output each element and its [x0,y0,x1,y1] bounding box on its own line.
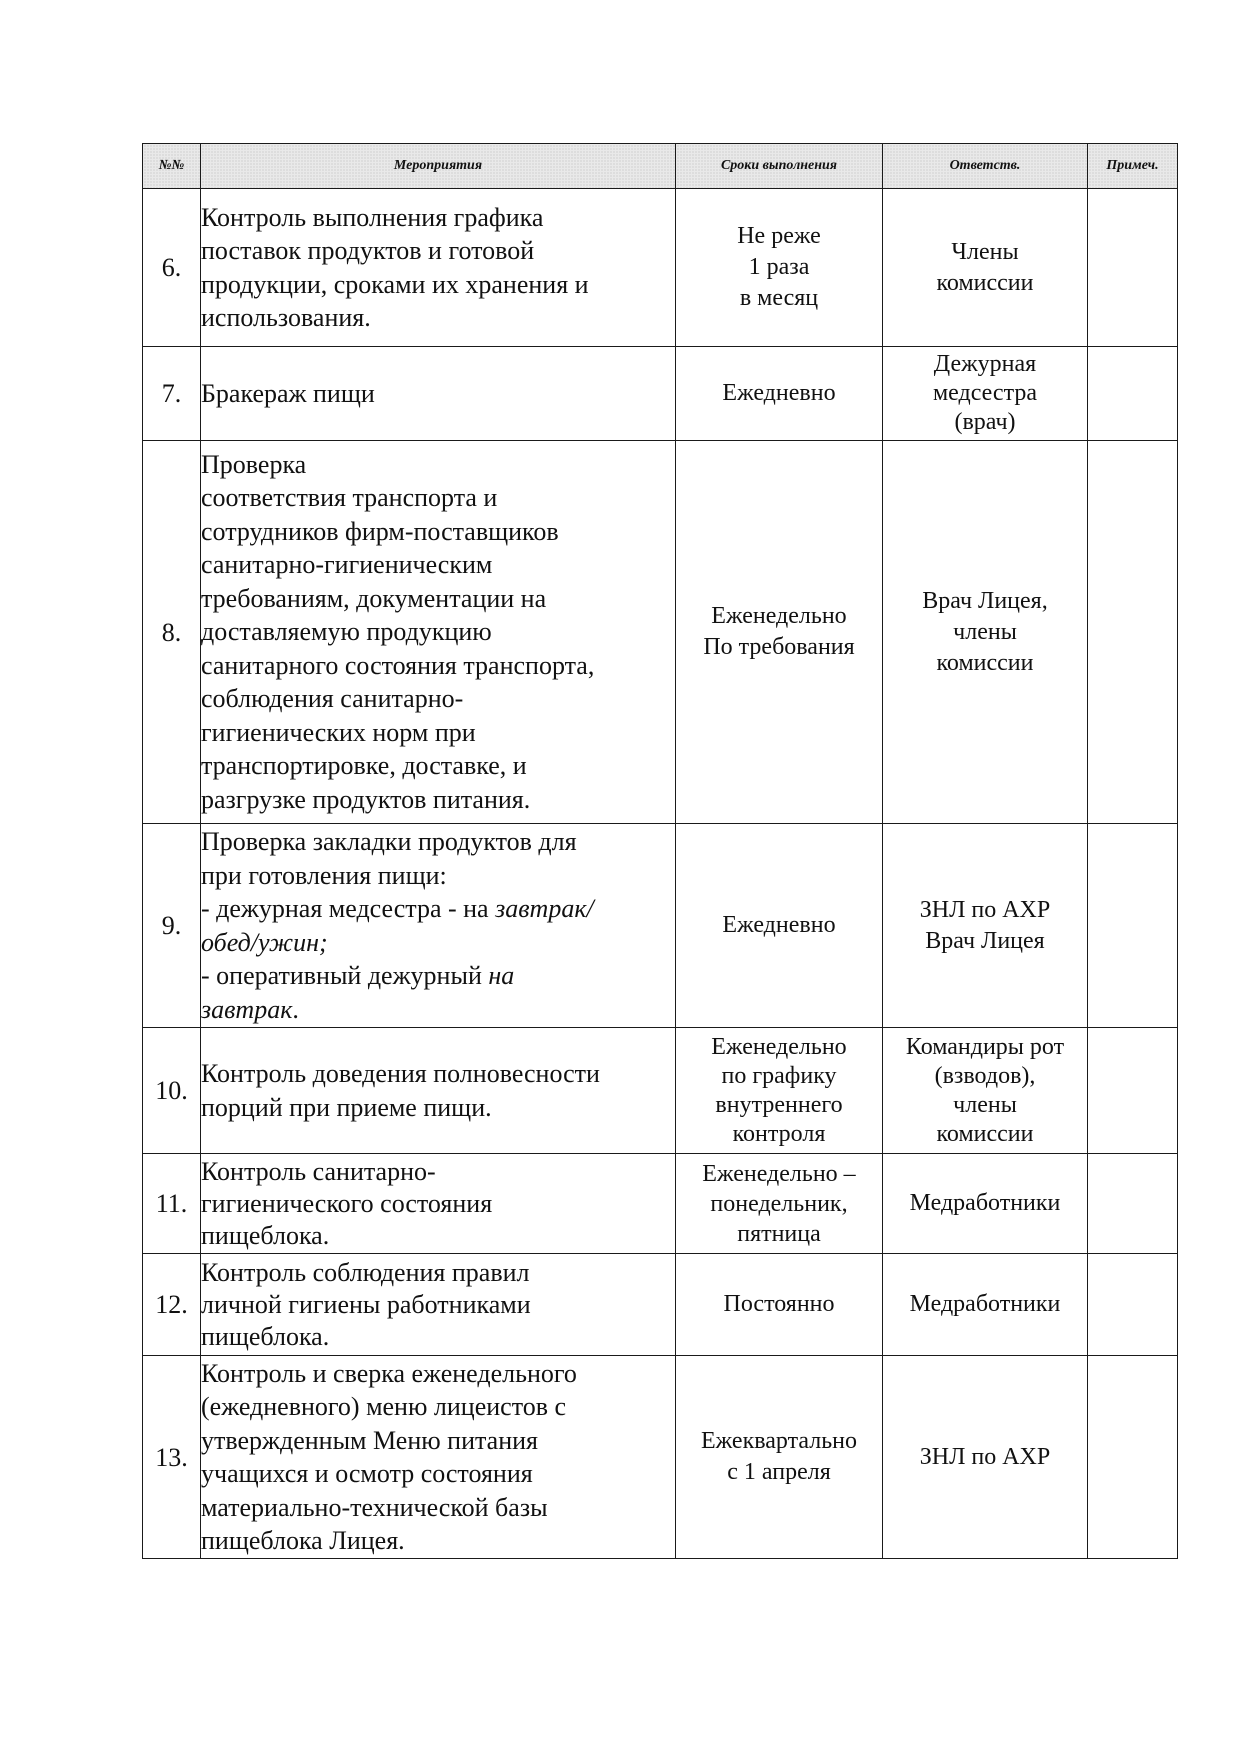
table-row [143,824,1178,1028]
activity-line: использования. [201,303,371,332]
row-term [676,441,883,824]
activity-line: продукции, сроками их хранения и [201,269,589,299]
meal-text: завтрак/ [495,894,594,923]
activities-table [142,143,1178,1559]
term-line: внутреннего [715,1091,843,1118]
row-note [1088,189,1178,347]
row-activity [201,347,676,441]
row-note [1088,441,1178,824]
row-note [1088,1254,1178,1356]
activity-line: санитарно-гигиеническим [201,550,493,580]
row-activity [201,189,676,347]
responsible-line: члены [953,618,1017,645]
row-number: 12. [143,1254,201,1356]
row-number: 6. [143,189,201,347]
row-responsible [883,1028,1088,1154]
activity-line: личной гигиены работниками [201,1289,531,1319]
term-line: Не реже [737,223,821,249]
responsible-line: Медработники [909,1190,1061,1216]
row-number: 8. [143,441,201,824]
responsible-line: комиссии [936,1120,1034,1147]
term-line: с 1 апреля [727,1459,831,1485]
activity-line: санитарного состояния транспорта, [201,650,595,680]
responsible-line: члены [953,1091,1017,1118]
activity-line [201,959,675,993]
activity-line: соответствия транспорта и [201,483,498,513]
activity-line: транспортировке, доставке, и [201,751,527,781]
activity-line: пищеблока. [201,1321,330,1351]
activity-line: Контроль санитарно- [201,1156,436,1186]
row-responsible [883,189,1088,347]
meal-text: завтрак [201,994,293,1024]
row-responsible [883,1356,1088,1559]
activity-line: Проверка закладки продуктов для [201,827,577,856]
row-responsible [883,824,1088,1028]
meal-text: обед/ужин; [201,927,328,957]
row-term [676,1154,883,1254]
table-row [143,1154,1178,1254]
row-term [676,189,883,347]
activity-text: - дежурная медсестра - на [201,894,496,923]
meal-text: на [488,961,515,990]
term-line: Постоянно [723,1291,835,1317]
responsible-line: Медработники [909,1291,1061,1317]
responsible-line: Врач Лицея [925,927,1045,954]
header-term: Сроки выполнения [676,144,883,189]
activity-line: утвержденным Меню питания [201,1425,538,1455]
term-line: Еженедельно – [702,1160,856,1187]
row-note [1088,1356,1178,1559]
activity-line [201,892,675,926]
term-line: Ежеквартально [701,1428,857,1454]
activity-line: поставок продуктов и готовой [201,236,535,265]
table-row [143,347,1178,441]
row-number: 11. [143,1154,201,1254]
term-line: Ежедневно [722,380,836,406]
row-activity [201,1028,676,1154]
activity-line: соблюдения санитарно- [201,684,464,714]
activity-line: доставляемую продукцию [201,617,492,647]
term-line: Еженедельно [711,1033,847,1060]
table-row [143,189,1178,347]
activity-line: Контроль и сверка еженедельного [201,1358,577,1388]
responsible-line: ЗНЛ по АХР [919,1443,1051,1470]
term-line: в месяц [739,285,819,311]
row-term [676,1028,883,1154]
activity-line: Контроль доведения полновесности [201,1059,600,1088]
activity-line: учащихся и осмотр состояния [201,1459,533,1488]
responsible-line: (врач) [954,409,1016,435]
responsible-line: Члены [951,238,1019,265]
row-number: 9. [143,824,201,1028]
row-note [1088,1154,1178,1254]
activity-line: гигиенического состояния [201,1188,493,1218]
activity-line: требованиям, документации на [201,583,547,613]
activity-line: Контроль соблюдения правил [201,1257,530,1287]
activity-line: сотрудников фирм-поставщиков [201,516,559,546]
term-line: по графику [721,1062,837,1089]
activity-text: - оперативный дежурный [201,961,489,990]
row-responsible [883,1254,1088,1356]
row-responsible [883,1154,1088,1254]
activity-line: Контроль выполнения графика [201,202,544,232]
row-note [1088,1028,1178,1154]
table-row [143,1028,1178,1154]
activity-line: материально-технической базы [201,1492,548,1522]
activity-text: . [292,994,299,1024]
table-header-row [143,144,1178,189]
activity-line: Проверка [201,449,307,479]
term-line: 1 раза [748,254,810,280]
row-note [1088,347,1178,441]
activity-line: порций при приеме пищи. [201,1092,492,1122]
term-line: Еженедельно [711,603,847,629]
row-activity [201,441,676,824]
table-row [143,1356,1178,1559]
activity-line: пищеблока Лицея. [201,1526,405,1555]
row-term [676,1356,883,1559]
activity-line: пищеблока. [201,1220,330,1250]
activity-line: Бракераж пищи [201,378,375,408]
row-responsible [883,347,1088,441]
term-line: понедельник, [710,1190,848,1217]
row-number: 13. [143,1356,201,1559]
table-row [143,441,1178,824]
row-term [676,824,883,1028]
header-num: №№ [143,144,201,189]
responsible-line: Врач Лицея, [922,587,1048,614]
responsible-line: ЗНЛ по АХР [919,896,1051,923]
term-line: Ежедневно [722,912,836,938]
row-activity [201,1356,676,1559]
header-responsible: Ответств. [883,144,1088,189]
activity-line: при готовления пищи: [201,860,447,890]
row-term [676,347,883,441]
row-responsible [883,441,1088,824]
responsible-line: комиссии [936,269,1034,296]
responsible-line: комиссии [936,649,1034,676]
activity-line [201,993,675,1027]
responsible-line: Дежурная [933,351,1037,377]
row-term [676,1254,883,1356]
table-row [143,1254,1178,1356]
responsible-line: Командиры рот [905,1033,1065,1060]
activity-line: гигиенических норм при [201,717,476,747]
header-note: Примеч. [1088,144,1178,189]
term-line: контроля [732,1120,826,1147]
responsible-line: медсестра [932,380,1037,406]
row-activity [201,1154,676,1254]
header-activity: Мероприятия [201,144,676,189]
term-line: пятница [737,1220,821,1247]
activity-line: (ежедневного) меню лицеистов с [201,1392,567,1421]
row-number: 7. [143,347,201,441]
row-note [1088,824,1178,1028]
activity-line: разгрузке продуктов питания. [201,784,531,814]
responsible-line: (взводов), [934,1062,1036,1089]
row-number: 10. [143,1028,201,1154]
row-activity [201,824,676,1028]
row-activity [201,1254,676,1356]
term-line: По требования [703,634,855,660]
